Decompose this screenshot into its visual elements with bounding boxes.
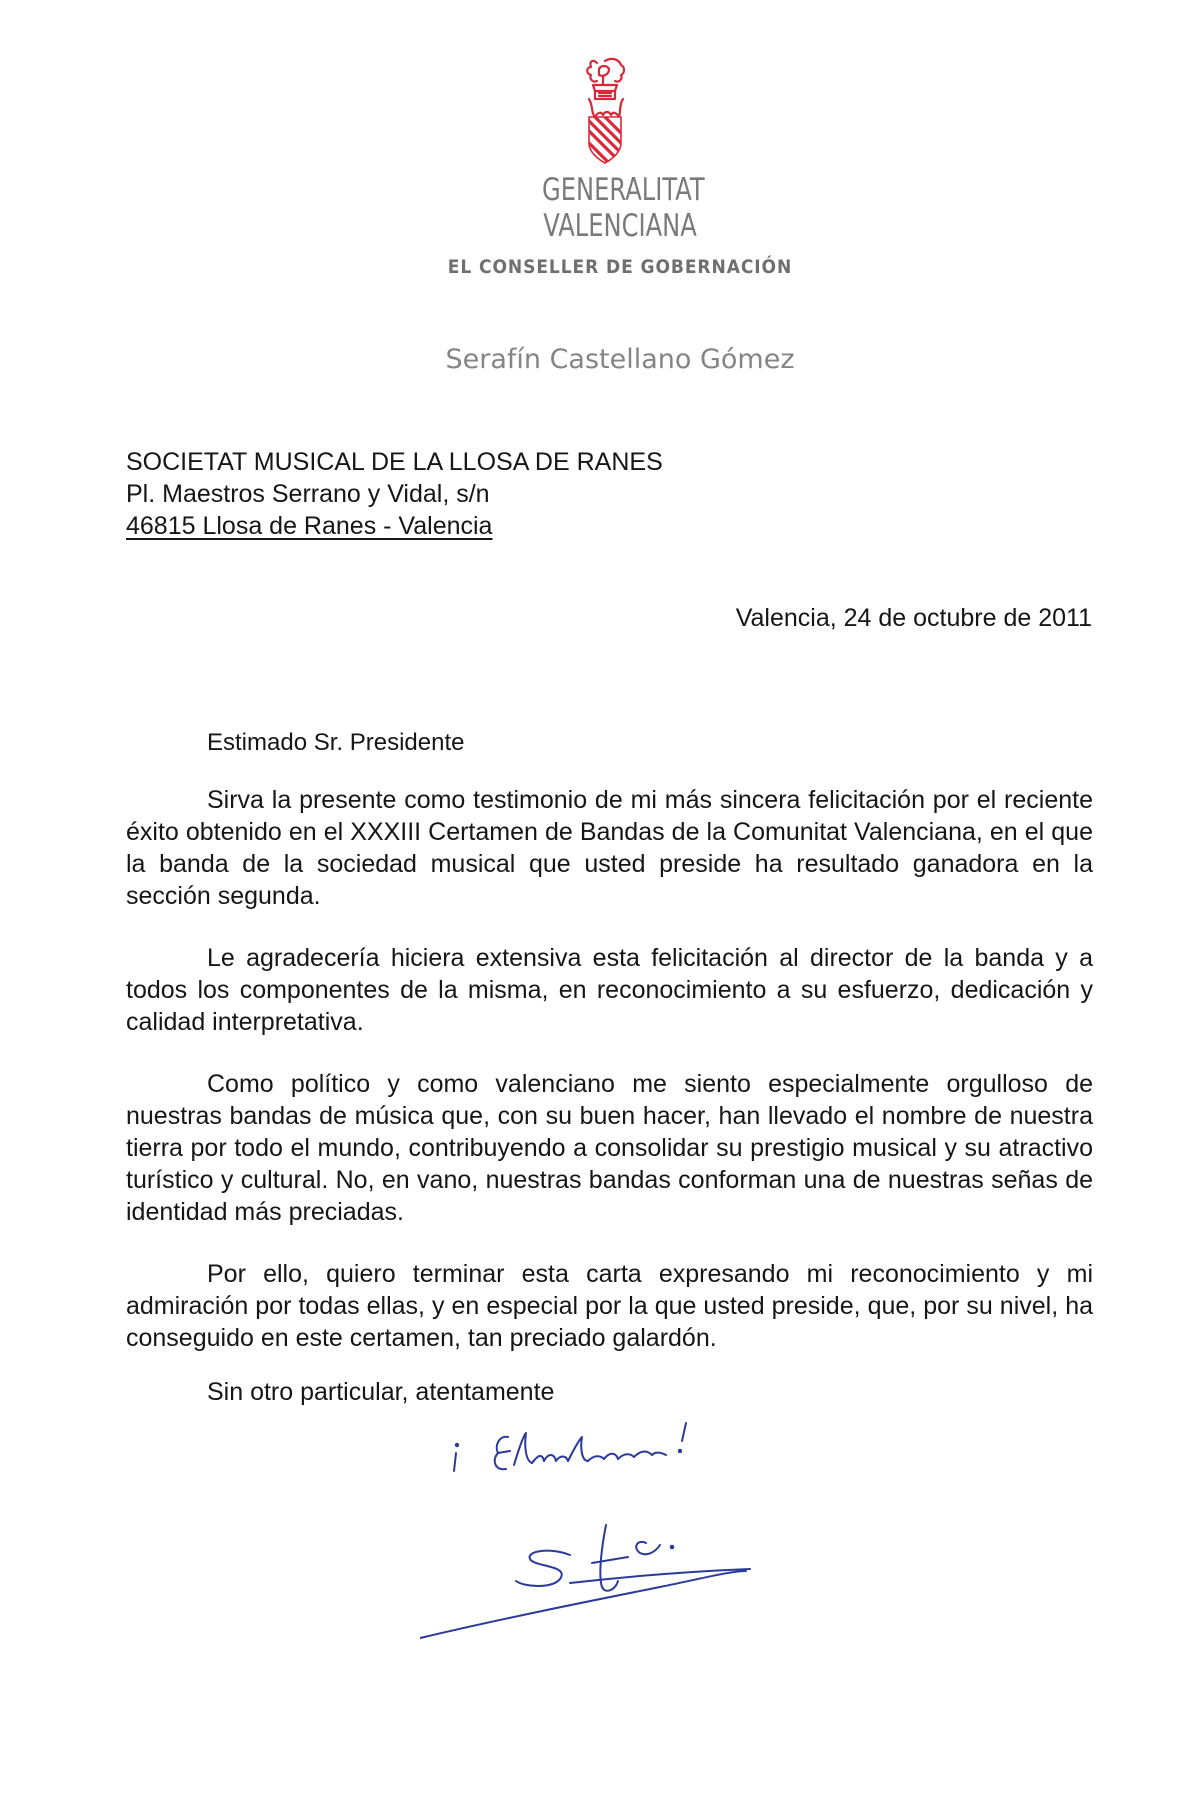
paragraph-1: Sirva la presente como testimonio de mi más sincera felicitación por el reciente éxito obtenido en el XXXIII Certamen de Bandas de la Comunitat Valenciana, en el que la banda de la sociedad musical que usted preside ha resultado ganadora en la sección segunda. [126, 786, 1093, 910]
handwritten-signature-icon [420, 1375, 820, 1665]
sender-name: Serafín Castellano Gómez [445, 344, 795, 375]
organization-name [542, 172, 705, 244]
closing-line: Sin otro particular, atentamente [207, 1378, 555, 1406]
department-title: EL CONSELLER DE GOBERNACIÓN [447, 256, 793, 278]
organization-name-line2: VALENCIANA [543, 208, 697, 244]
recipient-street: Pl. Maestros Serrano y Vidal, s/n [126, 480, 490, 508]
letter-body [126, 784, 1093, 1384]
recipient-name: SOCIETAT MUSICAL DE LA LLOSA DE RANES [126, 448, 663, 476]
paragraph-4: Por ello, quiero terminar esta carta expresando mi reconocimiento y mi admiración por todas ellas, y en especial por la que usted preside, que, por su nivel, ha conseguido en este certamen, tan preciado galardón. [126, 1260, 1093, 1352]
salutation: Estimado Sr. Presidente [207, 729, 465, 756]
paragraph-2: Le agradecería hiciera extensiva esta felicitación al director de la banda y a todos los componentes de la misma, en reconocimiento a su esfuerzo, dedicación y calidad interpretativa. [126, 944, 1093, 1036]
recipient-address [126, 446, 663, 542]
organization-name-line1: GENERALITAT [542, 172, 705, 208]
letter-date: Valencia, 24 de octubre de 2011 [735, 604, 1092, 632]
generalitat-emblem-icon [575, 55, 635, 165]
paragraph-3: Como político y como valenciano me siento especialmente orgulloso de nuestras bandas de música que, con su buen hacer, han llevado el nombre de nuestra tierra por todo el mundo, contribuyendo a consolidar su prestigio musical y su atractivo turístico y cultural. No, en vano, nuestras bandas conforman una de nuestras señas de identidad más preciadas. [126, 1070, 1093, 1226]
recipient-city: 46815 Llosa de Ranes - Valencia [126, 512, 493, 540]
